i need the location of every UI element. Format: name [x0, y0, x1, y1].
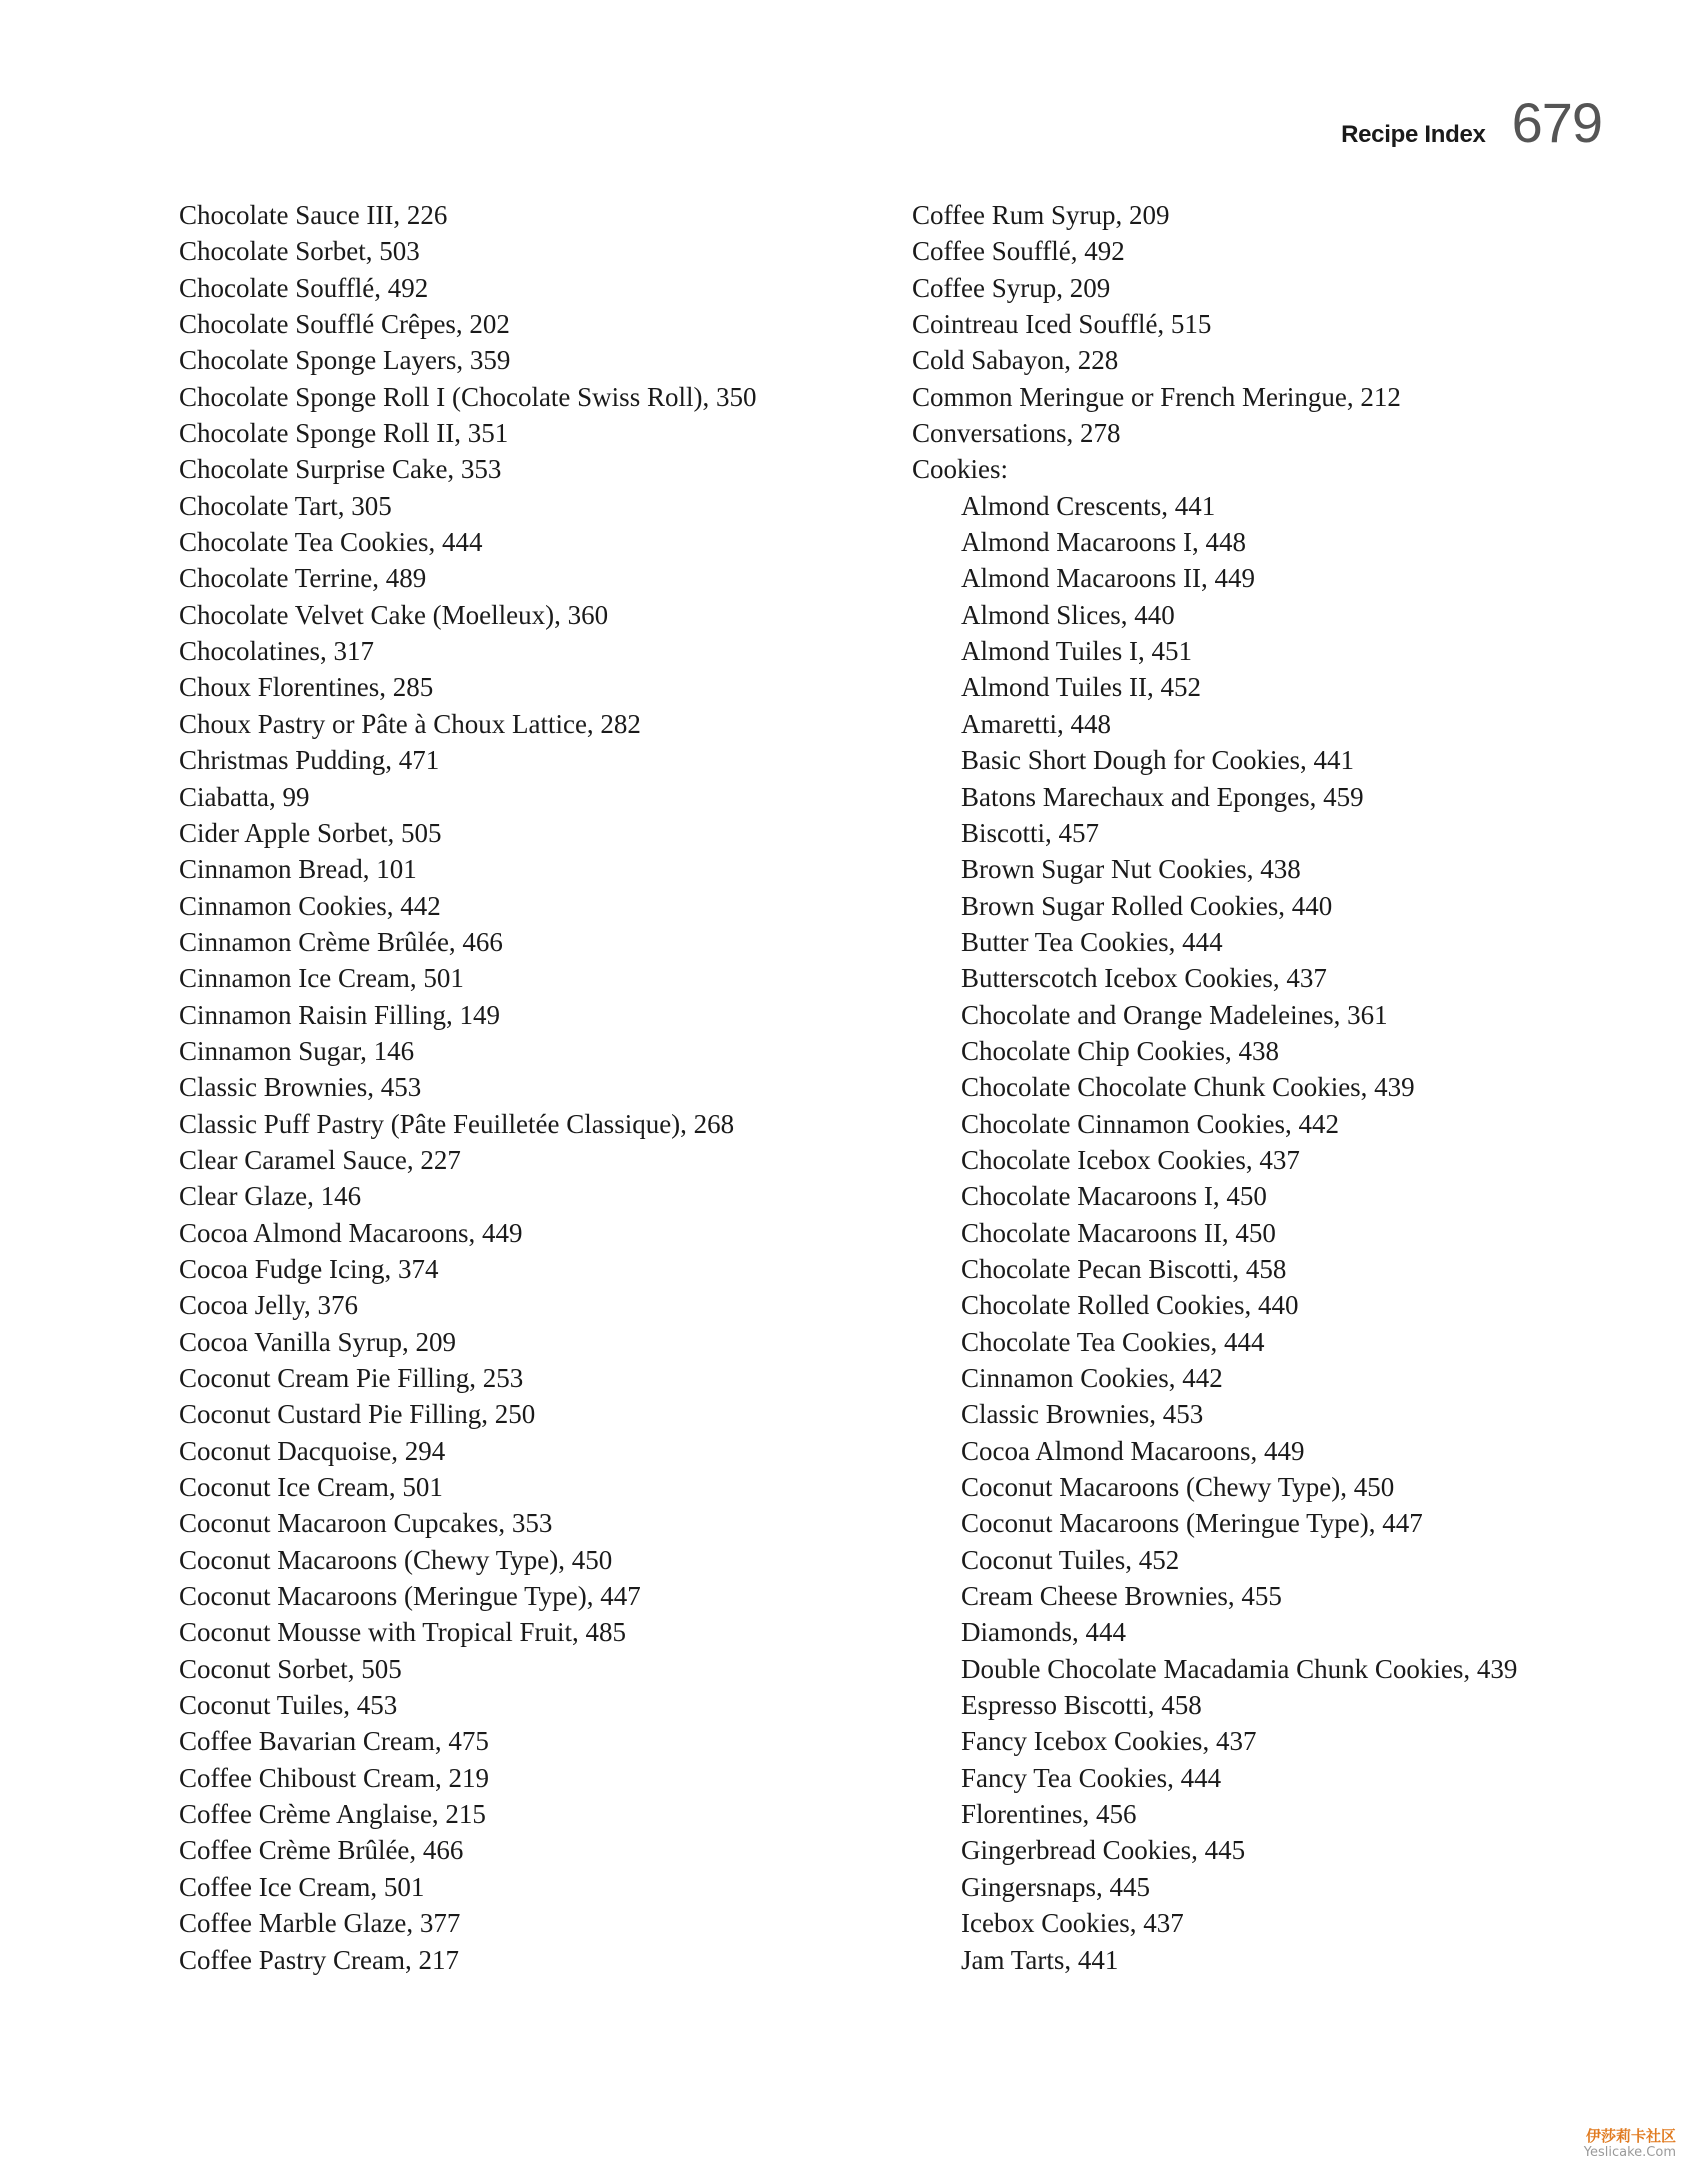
index-subentry: Espresso Biscotti, 458 [961, 1690, 1202, 1721]
index-entry: Chocolate Surprise Cake, 353 [179, 454, 502, 485]
index-subentry: Double Chocolate Macadamia Chunk Cookies, 439 [961, 1653, 1518, 1684]
cookies-subentries [912, 488, 1612, 1978]
index-entry: Coconut Custard Pie Filling, 250 [179, 1399, 536, 1430]
index-subentry: Batons Marechaux and Eponges, 459 [961, 781, 1364, 812]
index-entry: Coffee Chiboust Cream, 219 [179, 1762, 489, 1793]
running-header-title: Recipe Index [1341, 121, 1486, 148]
index-entry: Coconut Sorbet, 505 [179, 1653, 402, 1684]
index-subentry: Almond Tuiles I, 451 [961, 636, 1193, 667]
index-entry: Coffee Rum Syrup, 209 [912, 200, 1170, 230]
index-entry: Clear Caramel Sauce, 227 [179, 1144, 461, 1175]
index-entry: Cinnamon Sugar, 146 [179, 1035, 415, 1066]
index-subentry: Diamonds, 444 [961, 1617, 1126, 1648]
index-subentry: Coconut Macaroons (Chewy Type), 450 [961, 1472, 1395, 1503]
index-subentry: Brown Sugar Nut Cookies, 438 [961, 854, 1301, 885]
index-entry: Coffee Bavarian Cream, 475 [179, 1726, 489, 1757]
index-entry: Common Meringue or French Meringue, 212 [912, 381, 1401, 412]
page-number: 679 [1511, 91, 1602, 154]
index-entry: Cinnamon Crème Brûlée, 466 [179, 926, 503, 957]
index-subentry: Chocolate Chip Cookies, 438 [961, 1035, 1279, 1066]
index-entry: Coconut Mousse with Tropical Fruit, 485 [179, 1617, 627, 1648]
index-subentry: Florentines, 456 [961, 1799, 1137, 1830]
index-entry: Cocoa Vanilla Syrup, 209 [179, 1326, 456, 1357]
index-subentry: Almond Macaroons II, 449 [961, 563, 1255, 594]
index-subentry: Basic Short Dough for Cookies, 441 [961, 745, 1354, 776]
watermark-url-text: Yeslicake.Com [1583, 2145, 1676, 2160]
index-entry: Cinnamon Cookies, 442 [179, 890, 441, 921]
index-entry: Cocoa Jelly, 376 [179, 1290, 358, 1321]
index-entry: Classic Puff Pastry (Pâte Feuilletée Classique), 268 [179, 1108, 735, 1139]
index-entry: Cider Apple Sorbet, 505 [179, 817, 442, 848]
index-subentry: Chocolate Macaroons I, 450 [961, 1181, 1267, 1212]
index-entry: Coconut Cream Pie Filling, 253 [179, 1363, 524, 1393]
index-subentry: Brown Sugar Rolled Cookies, 440 [961, 890, 1333, 921]
index-subentry: Chocolate Macaroons II, 450 [961, 1217, 1276, 1248]
index-entry: Chocolate Soufflé Crêpes, 202 [179, 309, 510, 340]
index-subentry: Gingersnaps, 445 [961, 1871, 1150, 1902]
index-entry: Cinnamon Bread, 101 [179, 854, 417, 885]
index-subentry: Butterscotch Icebox Cookies, 437 [961, 963, 1327, 994]
index-entry: Cointreau Iced Soufflé, 515 [912, 309, 1212, 340]
index-entry: Conversations, 278 [912, 418, 1121, 449]
index-entry: Cocoa Fudge Icing, 374 [179, 1253, 439, 1284]
index-entry: Christmas Pudding, 471 [179, 745, 440, 776]
index-entry: Chocolate Velvet Cake (Moelleux), 360 [179, 599, 609, 630]
index-entry: Coffee Syrup, 209 [912, 272, 1111, 303]
index-entry: Coffee Ice Cream, 501 [179, 1871, 425, 1902]
index-subentry: Chocolate Tea Cookies, 444 [961, 1326, 1265, 1357]
index-subentry: Cocoa Almond Macaroons, 449 [961, 1435, 1305, 1466]
index-entry: Cold Sabayon, 228 [912, 345, 1119, 376]
index-subentry: Fancy Icebox Cookies, 437 [961, 1726, 1257, 1757]
index-subentry: Cinnamon Cookies, 442 [961, 1363, 1223, 1393]
index-subentry: Icebox Cookies, 437 [961, 1908, 1184, 1939]
index-entry: Cocoa Almond Macaroons, 449 [179, 1217, 523, 1248]
index-subentry: Fancy Tea Cookies, 444 [961, 1762, 1222, 1793]
index-entry: Chocolate Soufflé, 492 [179, 272, 429, 303]
page-header [1341, 91, 1602, 154]
index-entry: Chocolate Sponge Roll I (Chocolate Swiss Roll), 350 [179, 381, 757, 412]
index-entry: Choux Florentines, 285 [179, 672, 434, 703]
index-subentry: Gingerbread Cookies, 445 [961, 1835, 1246, 1866]
index-entry: Chocolate Tart, 305 [179, 490, 392, 521]
cookies-heading: Cookies: [912, 454, 1009, 485]
index-entry: Coconut Macaroon Cupcakes, 353 [179, 1508, 553, 1539]
index-subentry: Coconut Macaroons (Meringue Type), 447 [961, 1508, 1423, 1539]
index-entry: Coffee Pastry Cream, 217 [179, 1944, 459, 1975]
index-entry: Choux Pastry or Pâte à Choux Lattice, 282 [179, 708, 641, 739]
index-subentry: Coconut Tuiles, 452 [961, 1544, 1180, 1575]
index-entry: Coffee Crème Brûlée, 466 [179, 1835, 464, 1866]
index-entry: Coconut Dacquoise, 294 [179, 1435, 446, 1466]
index-entry: Ciabatta, 99 [179, 781, 310, 812]
index-column-right [912, 197, 1612, 1978]
index-subentry: Chocolate Chocolate Chunk Cookies, 439 [961, 1072, 1415, 1103]
index-entry: Chocolate Sauce III, 226 [179, 200, 448, 230]
index-entry: Clear Glaze, 146 [179, 1181, 362, 1212]
index-entry: Coffee Crème Anglaise, 215 [179, 1799, 486, 1830]
index-entry: Chocolate Sponge Roll II, 351 [179, 418, 509, 449]
index-subentry: Almond Slices, 440 [961, 599, 1175, 630]
index-entry: Coffee Marble Glaze, 377 [179, 1908, 461, 1939]
index-entry: Chocolatines, 317 [179, 636, 374, 667]
index-entry: Coconut Ice Cream, 501 [179, 1472, 443, 1503]
index-subentry: Butter Tea Cookies, 444 [961, 926, 1223, 957]
index-subentry: Almond Macaroons I, 448 [961, 527, 1246, 558]
watermark [1584, 2127, 1676, 2161]
index-subentry: Cream Cheese Brownies, 455 [961, 1581, 1282, 1612]
index-entry: Coconut Tuiles, 453 [179, 1690, 398, 1721]
index-subentry: Amaretti, 448 [961, 708, 1111, 739]
index-entry: Coconut Macaroons (Chewy Type), 450 [179, 1544, 613, 1575]
index-entry: Cinnamon Ice Cream, 501 [179, 963, 464, 994]
index-entry: Chocolate Sorbet, 503 [179, 236, 420, 267]
watermark-chinese-text: 伊莎莉卡社区 [1585, 2127, 1676, 2145]
index-entry: Classic Brownies, 453 [179, 1072, 422, 1103]
index-column-left [179, 197, 879, 1978]
index-entry: Coffee Soufflé, 492 [912, 236, 1125, 267]
index-entry: Chocolate Tea Cookies, 444 [179, 527, 483, 558]
index-subentry: Chocolate and Orange Madeleines, 361 [961, 999, 1388, 1030]
index-entry: Chocolate Sponge Layers, 359 [179, 345, 511, 376]
index-subentry: Chocolate Cinnamon Cookies, 442 [961, 1108, 1339, 1139]
index-entry: Cinnamon Raisin Filling, 149 [179, 999, 501, 1030]
index-subentry: Chocolate Pecan Biscotti, 458 [961, 1253, 1287, 1284]
index-subentry: Jam Tarts, 441 [961, 1944, 1119, 1975]
index-subentry: Almond Tuiles II, 452 [961, 672, 1202, 703]
index-subentry: Classic Brownies, 453 [961, 1399, 1204, 1430]
index-subentry: Biscotti, 457 [961, 817, 1100, 848]
index-entry: Coconut Macaroons (Meringue Type), 447 [179, 1581, 641, 1612]
index-entries-group [912, 197, 1612, 451]
index-entry: Chocolate Terrine, 489 [179, 563, 427, 594]
index-subentry: Almond Crescents, 441 [961, 490, 1216, 521]
index-subentry: Chocolate Icebox Cookies, 437 [961, 1144, 1300, 1175]
index-subentry: Chocolate Rolled Cookies, 440 [961, 1290, 1299, 1321]
